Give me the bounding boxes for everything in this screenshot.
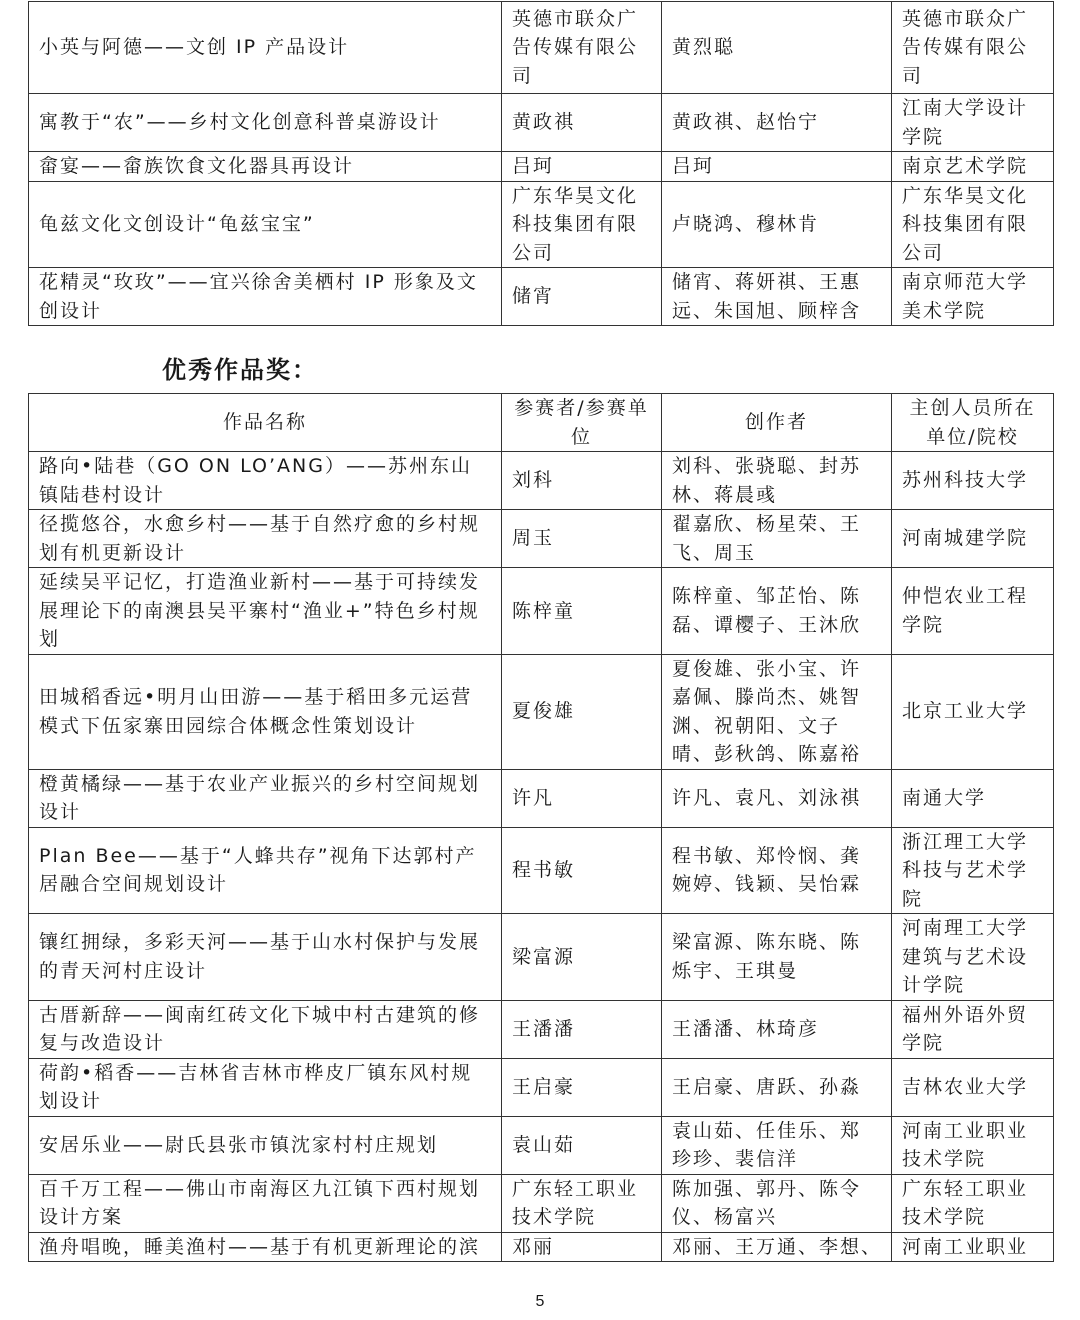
column-header-title: 作品名称 xyxy=(29,394,502,452)
participant-cell: 广东轻工职业技术学院 xyxy=(502,1174,662,1232)
award-table-excellent xyxy=(28,393,1054,1262)
work-title-cell: 畲宴——畲族饮食文化器具再设计 xyxy=(29,152,502,182)
table-row xyxy=(29,1058,1054,1116)
creators-cell: 黄烈聪 xyxy=(662,2,892,94)
creators-cell: 吕珂 xyxy=(662,152,892,182)
work-title-cell: 渔舟唱晚，睡美渔村——基于有机更新理论的滨 xyxy=(29,1232,502,1262)
table-row xyxy=(29,568,1054,655)
participant-cell: 梁富源 xyxy=(502,914,662,1001)
affiliation-cell: 福州外语外贸学院 xyxy=(892,1000,1054,1058)
work-title-cell: 径揽悠谷，水愈乡村——基于自然疗愈的乡村规划有机更新设计 xyxy=(29,510,502,568)
work-title-cell: 百千万工程——佛山市南海区九江镇下西村规划设计方案 xyxy=(29,1174,502,1232)
creators-cell: 陈加强、郭丹、陈令仪、杨富兴 xyxy=(662,1174,892,1232)
table-row xyxy=(29,181,1054,268)
affiliation-cell: 吉林农业大学 xyxy=(892,1058,1054,1116)
creators-cell: 王启豪、唐跃、孙淼 xyxy=(662,1058,892,1116)
section-heading-excellent-award: 优秀作品奖： xyxy=(162,355,318,384)
work-title-cell: 小英与阿德——文创 IP 产品设计 xyxy=(29,2,502,94)
affiliation-cell: 仲恺农业工程学院 xyxy=(892,568,1054,655)
work-title-cell: 古厝新辞——闽南红砖文化下城中村古建筑的修复与改造设计 xyxy=(29,1000,502,1058)
affiliation-cell: 江南大学设计学院 xyxy=(892,94,1054,152)
creators-cell: 卢晓鸿、穆林肯 xyxy=(662,181,892,268)
affiliation-cell: 南京师范大学美术学院 xyxy=(892,268,1054,326)
participant-cell: 黄政祺 xyxy=(502,94,662,152)
affiliation-cell: 北京工业大学 xyxy=(892,654,1054,769)
affiliation-cell: 河南工业职业 xyxy=(892,1232,1054,1262)
affiliation-cell: 广东轻工职业技术学院 xyxy=(892,1174,1054,1232)
column-header-affiliation: 主创人员所在单位/院校 xyxy=(892,394,1054,452)
affiliation-cell: 广东华昊文化科技集团有限公司 xyxy=(892,181,1054,268)
participant-cell: 夏俊雄 xyxy=(502,654,662,769)
work-title-cell: 寓教于“农”——乡村文化创意科普桌游设计 xyxy=(29,94,502,152)
work-title-cell: 龟兹文化文创设计“龟兹宝宝” xyxy=(29,181,502,268)
page-number: 5 xyxy=(535,1293,545,1310)
table-row xyxy=(29,1116,1054,1174)
work-title-cell: 路向•陆巷（GO ON LO’ANG）——苏州东山镇陆巷村设计 xyxy=(29,452,502,510)
award-table-top xyxy=(28,1,1054,326)
work-title-cell: 荷韵•稻香——吉林省吉林市桦皮厂镇东风村规划设计 xyxy=(29,1058,502,1116)
participant-cell: 吕珂 xyxy=(502,152,662,182)
participant-cell: 刘科 xyxy=(502,452,662,510)
creators-cell: 翟嘉欣、杨星荣、王飞、周玉 xyxy=(662,510,892,568)
table-row xyxy=(29,152,1054,182)
column-header-participant: 参赛者/参赛单位 xyxy=(502,394,662,452)
affiliation-cell: 苏州科技大学 xyxy=(892,452,1054,510)
table-row xyxy=(29,94,1054,152)
affiliation-cell: 英德市联众广告传媒有限公司 xyxy=(892,2,1054,94)
participant-cell: 王潘潘 xyxy=(502,1000,662,1058)
table-row xyxy=(29,1000,1054,1058)
work-title-cell: 延续吴平记忆，打造渔业新村——基于可持续发展理论下的南澳县吴平寨村“渔业+”特色乡村规划 xyxy=(29,568,502,655)
affiliation-cell: 河南理工大学建筑与艺术设计学院 xyxy=(892,914,1054,1001)
table-row xyxy=(29,654,1054,769)
creators-cell: 刘科、张骁聪、封苏林、蒋晨彧 xyxy=(662,452,892,510)
table-row xyxy=(29,2,1054,94)
affiliation-cell: 南京艺术学院 xyxy=(892,152,1054,182)
table-row xyxy=(29,510,1054,568)
creators-cell: 黄政祺、赵怡宁 xyxy=(662,94,892,152)
participant-cell: 广东华昊文化科技集团有限公司 xyxy=(502,181,662,268)
table-row xyxy=(29,827,1054,914)
participant-cell: 王启豪 xyxy=(502,1058,662,1116)
creators-cell: 王潘潘、林琦彦 xyxy=(662,1000,892,1058)
work-title-cell: 橙黄橘绿——基于农业产业振兴的乡村空间规划设计 xyxy=(29,769,502,827)
creators-cell: 袁山茹、任佳乐、郑珍珍、裴信洋 xyxy=(662,1116,892,1174)
creators-cell: 陈梓童、邹芷怡、陈磊、谭樱子、王沐欣 xyxy=(662,568,892,655)
affiliation-cell: 南通大学 xyxy=(892,769,1054,827)
table-header-row xyxy=(29,394,1054,452)
participant-cell: 储宵 xyxy=(502,268,662,326)
affiliation-cell: 河南城建学院 xyxy=(892,510,1054,568)
creators-cell: 夏俊雄、张小宝、许嘉佩、滕尚杰、姚智渊、祝朝阳、文子晴、彭秋鸽、陈嘉裕 xyxy=(662,654,892,769)
participant-cell: 程书敏 xyxy=(502,827,662,914)
table-row xyxy=(29,268,1054,326)
work-title-cell: 花精灵“玫玫”——宜兴徐舍美栖村 IP 形象及文创设计 xyxy=(29,268,502,326)
participant-cell: 邓丽 xyxy=(502,1232,662,1262)
participant-cell: 陈梓童 xyxy=(502,568,662,655)
affiliation-cell: 浙江理工大学科技与艺术学院 xyxy=(892,827,1054,914)
work-title-cell: 镶红拥绿，多彩天河——基于山水村保护与发展的青天河村庄设计 xyxy=(29,914,502,1001)
work-title-cell: Plan Bee——基于“人蜂共存”视角下达郭村产居融合空间规划设计 xyxy=(29,827,502,914)
creators-cell: 许凡、袁凡、刘泳祺 xyxy=(662,769,892,827)
participant-cell: 许凡 xyxy=(502,769,662,827)
creators-cell: 邓丽、王万通、李想、 xyxy=(662,1232,892,1262)
creators-cell: 储宵、蒋妍祺、王惠远、朱国旭、顾梓含 xyxy=(662,268,892,326)
table-row xyxy=(29,1174,1054,1232)
participant-cell: 英德市联众广告传媒有限公司 xyxy=(502,2,662,94)
affiliation-cell: 河南工业职业技术学院 xyxy=(892,1116,1054,1174)
creators-cell: 梁富源、陈东晓、陈烁宇、王琪曼 xyxy=(662,914,892,1001)
creators-cell: 程书敏、郑怜悯、龚婉婷、钱颖、吴怡霖 xyxy=(662,827,892,914)
work-title-cell: 安居乐业——尉氏县张市镇沈家村村庄规划 xyxy=(29,1116,502,1174)
participant-cell: 袁山茹 xyxy=(502,1116,662,1174)
table-row xyxy=(29,1232,1054,1262)
participant-cell: 周玉 xyxy=(502,510,662,568)
table-row xyxy=(29,452,1054,510)
column-header-creators: 创作者 xyxy=(662,394,892,452)
table-row xyxy=(29,914,1054,1001)
table-row xyxy=(29,769,1054,827)
work-title-cell: 田城稻香远•明月山田游——基于稻田多元运营模式下伍家寨田园综合体概念性策划设计 xyxy=(29,654,502,769)
